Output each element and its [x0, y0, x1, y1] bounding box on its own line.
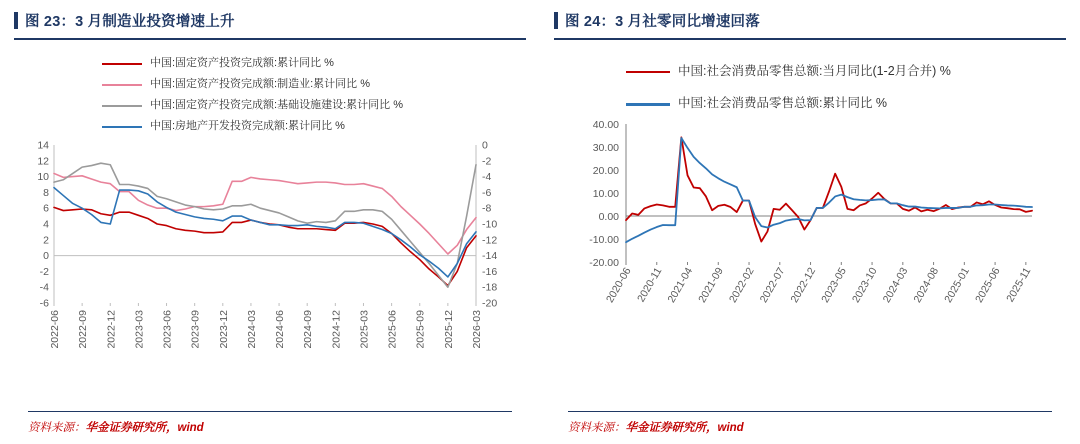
- source-prefix: 资料来源：: [28, 422, 86, 434]
- svg-text:-12: -12: [482, 234, 498, 247]
- svg-text:2023-09: 2023-09: [189, 309, 202, 349]
- title-accent-bar: [554, 12, 558, 29]
- svg-text:2023-03: 2023-03: [133, 309, 146, 349]
- svg-text:2024-03: 2024-03: [245, 309, 258, 349]
- legend-label: 中国:社会消费品零售总额:当月同比(1-2月合并) %: [678, 64, 951, 78]
- svg-text:-6: -6: [39, 297, 49, 310]
- svg-text:8: 8: [43, 186, 49, 199]
- legend-item: [554, 62, 1066, 80]
- legend-label: 中国:社会消费品零售总额:累计同比 %: [678, 96, 888, 111]
- legend-color-swatch: [626, 103, 670, 105]
- legend-item: [14, 119, 526, 135]
- svg-text:2020-11: 2020-11: [635, 265, 665, 305]
- figure-24-title-bar: [554, 6, 1066, 40]
- panel-divider: [539, 0, 540, 438]
- legend-item: [554, 94, 1066, 112]
- figure-24-panel: [540, 0, 1080, 438]
- legend-item: [14, 77, 526, 93]
- svg-text:-16: -16: [482, 265, 498, 278]
- svg-text:-2: -2: [482, 155, 492, 168]
- svg-text:2023-06: 2023-06: [161, 309, 174, 349]
- svg-text:2020-06: 2020-06: [603, 265, 634, 306]
- legend-label: 中国:固定资产投资完成额:基础设施建设:累计同比 %: [150, 98, 404, 111]
- figure-23-chart: [14, 135, 526, 370]
- svg-text:-10.00: -10.00: [589, 234, 619, 247]
- svg-text:2022-09: 2022-09: [77, 309, 90, 349]
- source-prefix: 资料来源：: [568, 422, 626, 434]
- figure-23-plot: [14, 135, 524, 365]
- svg-text:2022-02: 2022-02: [726, 265, 757, 306]
- figure-23-source: [28, 411, 512, 436]
- figure-24-chart: [554, 112, 1066, 357]
- svg-text:20.00: 20.00: [592, 165, 619, 178]
- svg-text:2024-03: 2024-03: [880, 265, 911, 306]
- svg-text:6: 6: [43, 202, 49, 215]
- svg-text:0: 0: [482, 139, 488, 152]
- svg-text:2024-12: 2024-12: [330, 309, 343, 349]
- svg-text:2025-11: 2025-11: [1004, 265, 1034, 305]
- svg-text:2022-12: 2022-12: [788, 265, 819, 306]
- svg-text:-18: -18: [482, 281, 498, 294]
- legend-color-swatch: [102, 126, 142, 128]
- svg-text:2023-12: 2023-12: [217, 309, 230, 349]
- svg-text:2021-04: 2021-04: [665, 265, 696, 306]
- source-body: 华金证券研究所，wind: [85, 422, 204, 434]
- svg-text:2021-09: 2021-09: [696, 265, 726, 306]
- svg-text:40.00: 40.00: [592, 119, 619, 132]
- svg-text:2025-06: 2025-06: [386, 309, 399, 349]
- legend-label: 中国:固定资产投资完成额:累计同比 %: [150, 57, 334, 69]
- legend-color-swatch: [102, 105, 142, 107]
- figure-24-title: 图 24：3 月社零同比增速回落: [565, 14, 760, 30]
- legend-label: 中国:固定资产投资完成额:制造业:累计同比 %: [150, 77, 371, 90]
- svg-text:-4: -4: [482, 170, 492, 183]
- figure-24-plot: [554, 112, 1064, 352]
- svg-text:2023-05: 2023-05: [819, 265, 849, 306]
- svg-text:2026-03: 2026-03: [471, 309, 483, 349]
- figure-23-title: 图 23：3 月制造业投资增速上升: [25, 14, 235, 30]
- legend-item: [14, 98, 526, 114]
- svg-text:2022-06: 2022-06: [49, 309, 61, 349]
- source-body: 华金证券研究所，wind: [625, 422, 744, 434]
- svg-text:-6: -6: [482, 186, 492, 199]
- svg-text:0: 0: [43, 249, 49, 262]
- svg-text:-10: -10: [482, 218, 498, 231]
- svg-text:4: 4: [43, 218, 49, 231]
- svg-text:2024-06: 2024-06: [274, 309, 287, 349]
- svg-text:2025-03: 2025-03: [358, 309, 371, 349]
- svg-text:0.00: 0.00: [598, 211, 619, 224]
- figure-23-legend: [14, 56, 526, 135]
- svg-text:2024-09: 2024-09: [302, 309, 315, 349]
- legend-item: [14, 56, 526, 72]
- svg-text:2025-09: 2025-09: [414, 309, 427, 349]
- svg-text:-8: -8: [482, 202, 492, 215]
- figure-23-title-bar: [14, 6, 526, 40]
- svg-text:2022-07: 2022-07: [757, 265, 788, 306]
- svg-text:2025-06: 2025-06: [973, 265, 1003, 306]
- svg-text:30.00: 30.00: [592, 142, 619, 155]
- svg-text:2: 2: [43, 234, 49, 247]
- svg-text:10: 10: [37, 170, 49, 183]
- figure-23-panel: [0, 0, 540, 438]
- title-accent-bar: [14, 12, 18, 29]
- svg-text:2025-01: 2025-01: [942, 265, 972, 306]
- svg-text:-4: -4: [39, 281, 49, 294]
- legend-color-swatch: [102, 63, 142, 65]
- svg-text:-20: -20: [482, 297, 498, 310]
- svg-text:14: 14: [37, 139, 49, 152]
- svg-text:-20.00: -20.00: [589, 257, 619, 270]
- legend-label: 中国:房地产开发投资完成额:累计同比 %: [150, 119, 345, 132]
- legend-color-swatch: [626, 71, 670, 73]
- legend-color-swatch: [102, 84, 142, 86]
- svg-text:-2: -2: [39, 265, 49, 278]
- svg-text:12: 12: [37, 155, 49, 168]
- svg-text:-14: -14: [482, 249, 498, 262]
- svg-text:2023-10: 2023-10: [849, 265, 880, 306]
- svg-text:2024-08: 2024-08: [911, 265, 942, 306]
- svg-text:2022-12: 2022-12: [105, 309, 118, 349]
- figure-24-legend: [554, 62, 1066, 112]
- svg-text:10.00: 10.00: [592, 188, 619, 201]
- svg-text:2025-12: 2025-12: [442, 309, 455, 349]
- figure-24-source: [568, 411, 1052, 436]
